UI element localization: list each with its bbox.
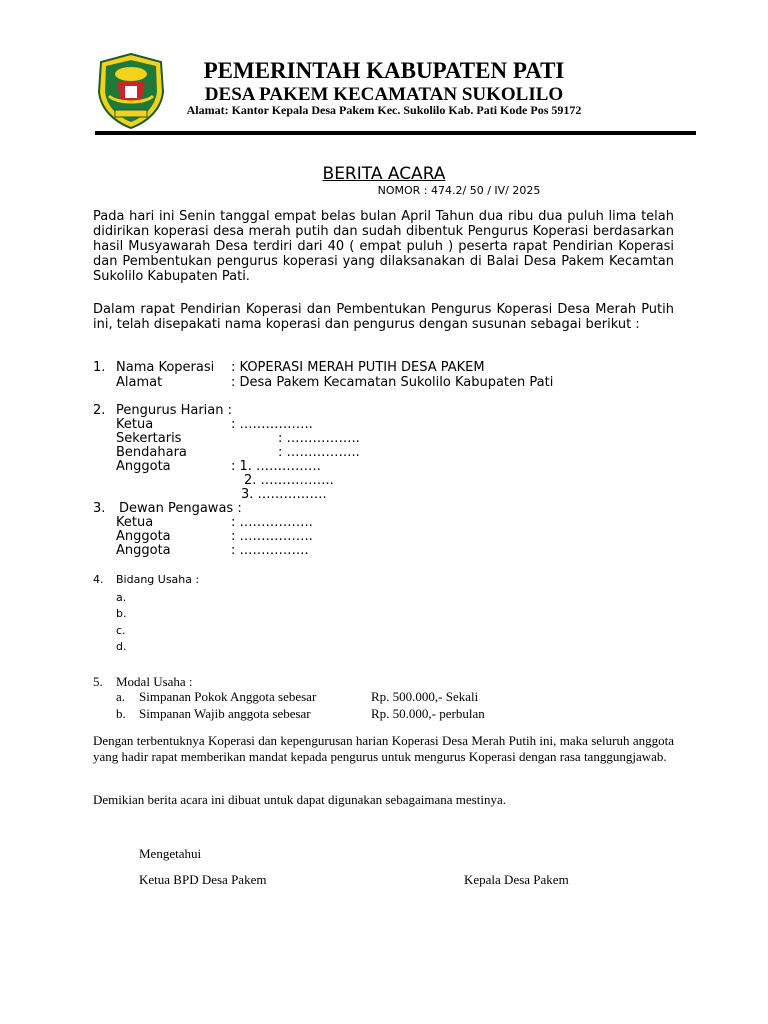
address-label: Alamat: [116, 375, 163, 390]
item-number: 5.: [93, 674, 103, 689]
header-divider: [95, 131, 696, 135]
item-number: 2.: [93, 403, 106, 418]
header-address: Alamat: Kantor Kepala Desa Pakem Kec. Sukolilo Kab. Pati Kode Pos 59172: [186, 103, 582, 117]
mandate-paragraph: Dengan terbentuknya Koperasi dan kepengurusan harian Koperasi Desa Merah Putih ini, maka seluruh anggota yang hadir rapat memberikan mandat kepada pengurus untuk mengurus Koperasi dengan rasa tanggungjawab.: [93, 733, 674, 764]
acknowledged-label: Mengetahui: [139, 846, 202, 861]
supervisor-member-value: : ……………..: [231, 529, 313, 544]
item-number: 1.: [93, 360, 106, 375]
agreement-paragraph: Dalam rapat Pendirian Koperasi dan Pembentukan Pengurus Koperasi Desa Merah Putih ini, telah disepakati nama koperasi dan pengurus dengan susunan sebagai berikut :: [93, 302, 674, 332]
opening-paragraph: Pada hari ini Senin tanggal empat belas bulan April Tahun dua ribu dua puluh lima telah didirikan koperasi desa merah putih dan sudah dibentuk Pengurus Koperasi berdasarkan hasil Musyawarah Desa terdiri dari 40 ( empat puluh ) peserta rapat Pendirian Koperasi dan Pembentukan pengurus koperasi yang dilaksanakan di Balai Desa Pakem Kecamtan Sukolilo Kabupaten Pati.: [93, 209, 674, 284]
principal-savings-label: Simpanan Pokok Anggota sebesar: [139, 689, 317, 704]
cooperative-name-value: : KOPERASI MERAH PUTIH DESA PAKEM: [231, 360, 485, 375]
business-field-item: c.: [116, 624, 126, 637]
secretary-label: Sekertaris: [116, 431, 182, 446]
closing-statement: Demikian berita acara ini dibuat untuk dapat digunakan sebagaimana mestinya.: [93, 792, 506, 807]
business-field-item: b.: [116, 607, 127, 620]
document-title: BERITA ACARA: [322, 164, 446, 184]
supervisor-member-label: Anggota: [116, 543, 171, 558]
supervisor-member-value: : …………….: [231, 543, 309, 558]
item-number: 3.: [93, 501, 106, 516]
capital-heading: Modal Usaha :: [116, 674, 193, 689]
cooperative-name-label: Nama Koperasi: [116, 360, 215, 375]
chair-value: : ……………..: [231, 417, 313, 432]
member-label: Anggota: [116, 459, 171, 474]
chair-label: Ketua: [116, 417, 154, 432]
secretary-value: : ……………..: [278, 431, 360, 446]
member-value: : 1. ……………: [231, 459, 322, 474]
signatory-bpd-chair: Ketua BPD Desa Pakem: [139, 872, 267, 887]
mandatory-savings-label: Simpanan Wajib anggota sebesar: [139, 706, 311, 721]
header-government-name: PEMERINTAH KABUPATEN PATI: [203, 58, 565, 83]
signatory-village-head: Kepala Desa Pakem: [464, 872, 569, 887]
document-number: NOMOR : 474.2/ 50 / IV/ 2025: [377, 184, 541, 197]
business-field-item: d.: [116, 640, 127, 653]
member-value: 3. …………….: [241, 487, 327, 502]
supervisor-chair-value: : ……………..: [231, 515, 313, 530]
business-field-item: a.: [116, 591, 127, 604]
supervisor-member-label: Anggota: [116, 529, 171, 544]
address-value: : Desa Pakem Kecamatan Sukolilo Kabupaten Pati: [231, 375, 554, 390]
item-number: 4.: [93, 573, 104, 586]
member-value: 2. ……………..: [244, 473, 334, 488]
supervisory-board-heading: Dewan Pengawas :: [119, 501, 242, 516]
mandatory-savings-value: Rp. 50.000,- perbulan: [371, 706, 485, 721]
header-village-name: DESA PAKEM KECAMATAN SUKOLILO: [204, 84, 564, 105]
business-field-heading: Bidang Usaha :: [116, 573, 200, 586]
treasurer-label: Bendahara: [116, 445, 187, 460]
supervisor-chair-label: Ketua: [116, 515, 154, 530]
principal-savings-value: Rp. 500.000,- Sekali: [371, 689, 479, 704]
capital-item-letter: b.: [116, 706, 126, 721]
treasurer-value: : ……………..: [278, 445, 360, 460]
board-heading: Pengurus Harian :: [116, 403, 233, 418]
capital-item-letter: a.: [116, 689, 126, 704]
